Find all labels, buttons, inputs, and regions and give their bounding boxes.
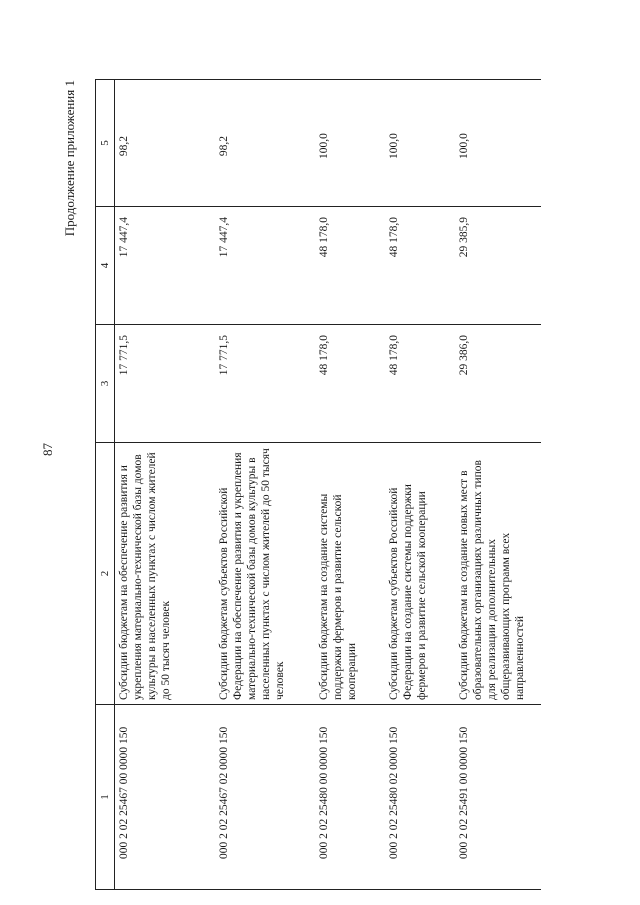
row-name: Субсидии бюджетам на обеспечение развития и укрепления материально-технической базы домов культуры в населенных пунктах с числом жителей до 50 тысяч человек	[115, 443, 216, 705]
row-col5: 100,0	[455, 80, 541, 207]
header-col-1: 1	[96, 705, 115, 890]
row-code: 000 2 02 25480 00 0000 150	[315, 705, 385, 890]
table-row	[385, 80, 455, 890]
row-col4: 48 178,0	[385, 207, 455, 325]
header-col-3: 3	[96, 325, 115, 443]
row-col5: 98,2	[115, 80, 216, 207]
row-col5: 98,2	[215, 80, 315, 207]
row-code: 000 2 02 25467 00 0000 150	[115, 705, 216, 890]
table-body	[115, 80, 542, 890]
table-row	[215, 80, 315, 890]
row-col3: 48 178,0	[315, 325, 385, 443]
table-row	[455, 80, 541, 890]
row-code: 000 2 02 25491 00 0000 150	[455, 705, 541, 890]
row-col4: 17 447,4	[115, 207, 216, 325]
header-row	[96, 80, 115, 890]
row-col5: 100,0	[315, 80, 385, 207]
table-row	[315, 80, 385, 890]
row-name: Субсидии бюджетам субъектов Российской Федерации на создание системы поддержки фермеров и развитие сельской кооперации	[385, 443, 455, 705]
header-col-4: 4	[96, 207, 115, 325]
budget-table	[95, 79, 541, 890]
row-code: 000 2 02 25480 02 0000 150	[385, 705, 455, 890]
row-code: 000 2 02 25467 02 0000 150	[215, 705, 315, 890]
row-name: Субсидии бюджетам на создание новых мест в образовательных организациях различных типов для реализации дополнительных общеразвивающих программ всех направленностей	[455, 443, 541, 705]
row-col3: 17 771,5	[215, 325, 315, 443]
rotated-page-content	[62, 60, 526, 890]
row-col3: 17 771,5	[115, 325, 216, 443]
row-col3: 29 386,0	[455, 325, 541, 443]
continuation-caption: Продолжение приложения 1	[62, 80, 77, 237]
row-col5: 100,0	[385, 80, 455, 207]
header-col-5: 5	[96, 80, 115, 207]
page-number: 87	[40, 443, 55, 456]
row-col4: 48 178,0	[315, 207, 385, 325]
header-col-2: 2	[96, 443, 115, 705]
row-col3: 48 178,0	[385, 325, 455, 443]
table-header	[96, 80, 115, 890]
table-row	[115, 80, 216, 890]
row-name: Субсидии бюджетам на создание системы поддержки фермеров и развитие сельской кооперации	[315, 443, 385, 705]
row-name: Субсидии бюджетам субъектов Российской Федерации на обеспечение развития и укрепления материально-технической базы домов культуры в населенных пунктах с числом жителей до 50 тысяч человек	[215, 443, 315, 705]
row-col4: 17 447,4	[215, 207, 315, 325]
row-col4: 29 385,9	[455, 207, 541, 325]
